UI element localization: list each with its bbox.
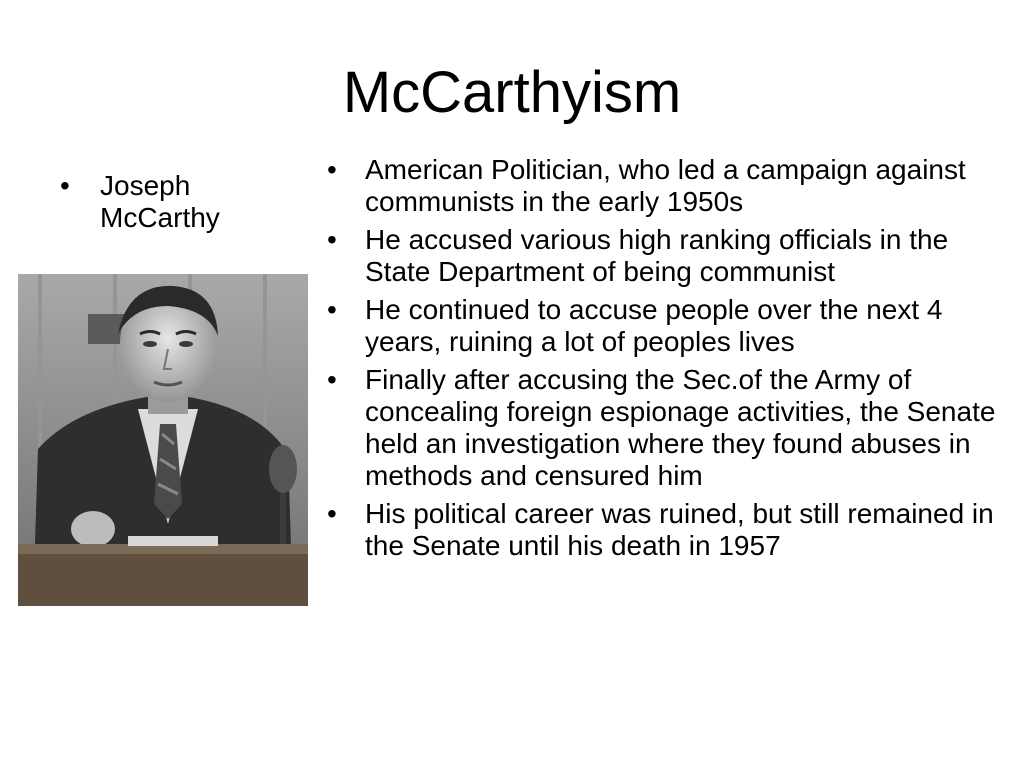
bullet-icon: • xyxy=(327,224,337,255)
list-item xyxy=(327,154,1007,218)
list-item xyxy=(327,224,1007,288)
portrait-photo xyxy=(18,274,308,606)
list-item xyxy=(327,364,1007,492)
bullet-icon: • xyxy=(327,154,337,185)
bullet-text: Finally after accusing the Sec.of the Army of concealing foreign espionage activities, the Senate held an investigation where they found abuses in methods and censured him xyxy=(365,364,996,491)
left-bullet-list xyxy=(60,170,300,234)
bullet-icon: • xyxy=(327,364,337,395)
portrait-image xyxy=(18,274,308,606)
bullet-text: He accused various high ranking officials in the State Department of being communist xyxy=(365,224,949,287)
bullet-text: He continued to accuse people over the next 4 years, ruining a lot of peoples lives xyxy=(365,294,943,357)
list-item xyxy=(60,170,300,234)
bullet-text: His political career was ruined, but still remained in the Senate until his death in 1957 xyxy=(365,498,994,561)
left-column xyxy=(60,170,300,234)
right-column xyxy=(327,154,1007,568)
list-item xyxy=(327,498,1007,562)
slide-title: McCarthyism xyxy=(342,60,682,125)
bullet-text: Joseph McCarthy xyxy=(100,170,220,233)
list-item xyxy=(327,294,1007,358)
right-bullet-list xyxy=(327,154,1007,562)
bullet-icon: • xyxy=(327,498,337,529)
bullet-icon: • xyxy=(60,170,70,201)
bullet-text: American Politician, who led a campaign against communists in the early 1950s xyxy=(365,154,966,217)
bullet-icon: • xyxy=(327,294,337,325)
